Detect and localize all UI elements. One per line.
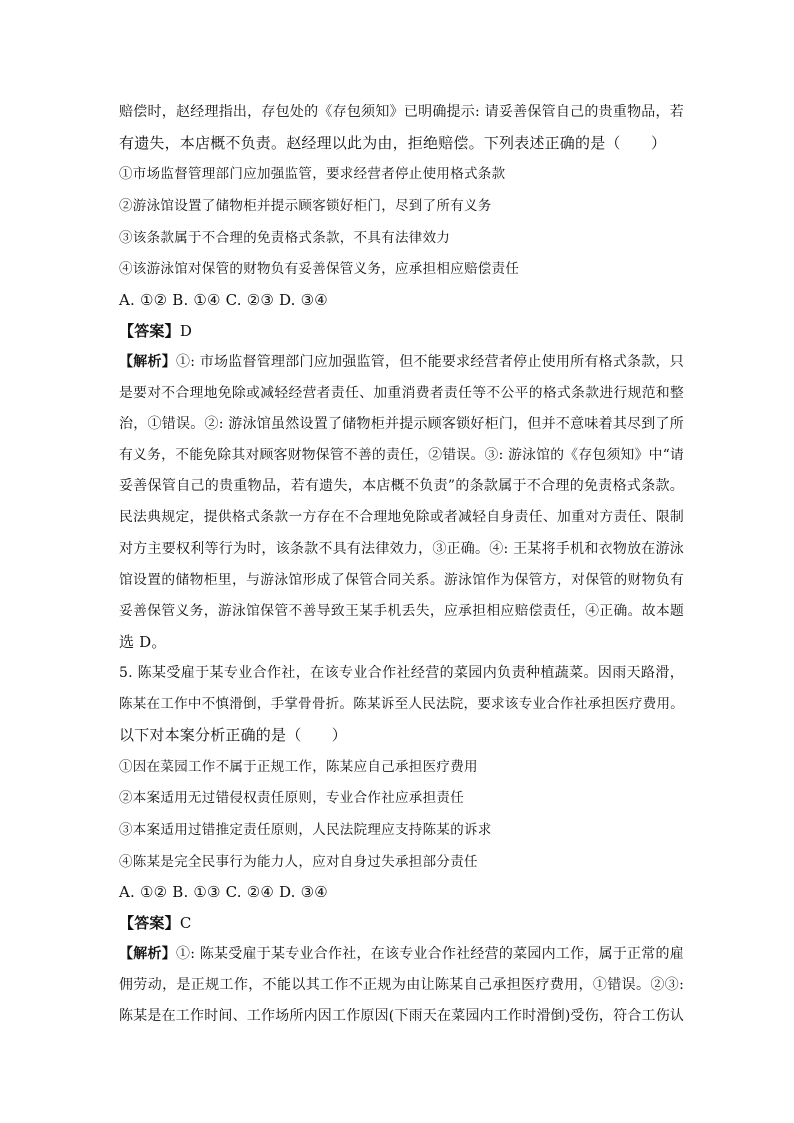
section-label: 【答案】 [119,322,180,340]
section-label: 【解析】 [119,354,176,370]
analysis-line: 民法典规定，提供格式条款一方存在不合理地免除或者减轻自身责任、加重对方责任、限制 [119,509,684,525]
section-text: ①: 市场监督管理部门应加强监管，但不能要求经营者停止使用所有格式条款，只 [175,354,684,370]
analysis-line: 选 D。 [119,633,167,651]
section-text: D [179,322,193,340]
text-line: 有遗失，本店概不负责。赵经理以此为由，拒绝赔偿。下列表述正确的是（ ） [119,134,667,152]
question-line: 以下对本案分析正确的是（ ） [119,726,348,744]
option-line: ①市场监督管理部门应加强监管，要求经营者停止使用格式条款 [119,166,506,182]
text-line: 赔偿时，赵经理指出，存包处的《存包须知》已明确提示: 请妥善保管自己的贵重物品，若 [119,104,684,120]
analysis-line: 妥善保管义务，游泳馆保管不善导致王某手机丢失，应承担相应赔偿责任，④正确。故本题 [119,603,684,619]
answer-line [119,912,684,934]
option-line: ②游泳馆设置了储物柜并提示顾客锁好柜门，尽到了所有义务 [119,198,492,214]
option-line: ②本案适用无过错侵权责任原则，专业合作社应承担责任 [119,790,464,806]
option-line: ①因在菜园工作不属于正规工作，陈某应自己承担医疗费用 [119,759,478,775]
option-line: ④该游泳馆对保管的财物负有妥善保管义务，应承担相应赔偿责任 [119,261,520,277]
analysis-line: 治，①错误。②: 游泳馆虽然设置了储物柜并提示顾客锁好柜门，但并不意味着其尽到了所 [119,416,684,432]
answer-line [119,320,684,342]
question-line: 5. 陈某受雇于某专业合作社，在该专业合作社经营的菜园内负责种植蔬菜。因雨天路滑， [119,665,684,681]
analysis-line [119,351,684,373]
section-label: 【答案】 [119,914,180,932]
analysis-line: 佣劳动，是正规工作，不能以其工作不正规为由让陈某自己承担医疗费用，①错误。②③: [119,977,684,993]
option-line: ③本案适用过错推定责任原则，人民法院理应支持陈某的诉求 [119,822,492,838]
choices-line: A. ①② B. ①③ C. ②④ D. ③④ [119,883,328,901]
section-text: C [179,914,192,932]
analysis-line: 妥善保管自己的贵重物品，若有遗失，本店概不负责”的条款属于不合理的免责格式条款。 [119,478,684,494]
section-text: ①: 陈某受雇于某专业合作社，在该专业合作社经营的菜园内工作，属于正常的雇 [175,946,684,962]
section-label: 【解析】 [119,946,176,962]
choices-line: A. ①② B. ①④ C. ②③ D. ③④ [119,291,328,309]
analysis-line: 有义务，不能免除其对顾客财物保管不善的责任，②错误。③: 游泳馆的《存包须知》中“请 [119,447,684,463]
option-line: ③该条款属于不合理的免责格式条款，不具有法律效力 [119,230,451,246]
question-line: 陈某在工作中不慎滑倒，手掌骨骨折。陈某诉至人民法院，要求该专业合作社承担医疗费用。 [119,696,684,712]
analysis-line: 是要对不合理地免除或减轻经营者责任、加重消费者责任等不公平的格式条款进行规范和整 [119,385,684,401]
analysis-line [119,943,684,965]
analysis-line: 馆设置的储物柜里，与游泳馆形成了保管合同关系。游泳馆作为保管方，对保管的财物负有 [119,572,684,588]
option-line: ④陈某是完全民事行为能力人，应对自身过失承担部分责任 [119,854,478,870]
analysis-line: 陈某是在工作时间、工作场所内因工作原因(下雨天在菜园内工作时滑倒)受伤，符合工伤认 [119,1008,685,1024]
analysis-line: 对方主要权利等行为时，该条款不具有法律效力，③正确。④: 王某将手机和衣物放在游泳 [119,541,684,557]
